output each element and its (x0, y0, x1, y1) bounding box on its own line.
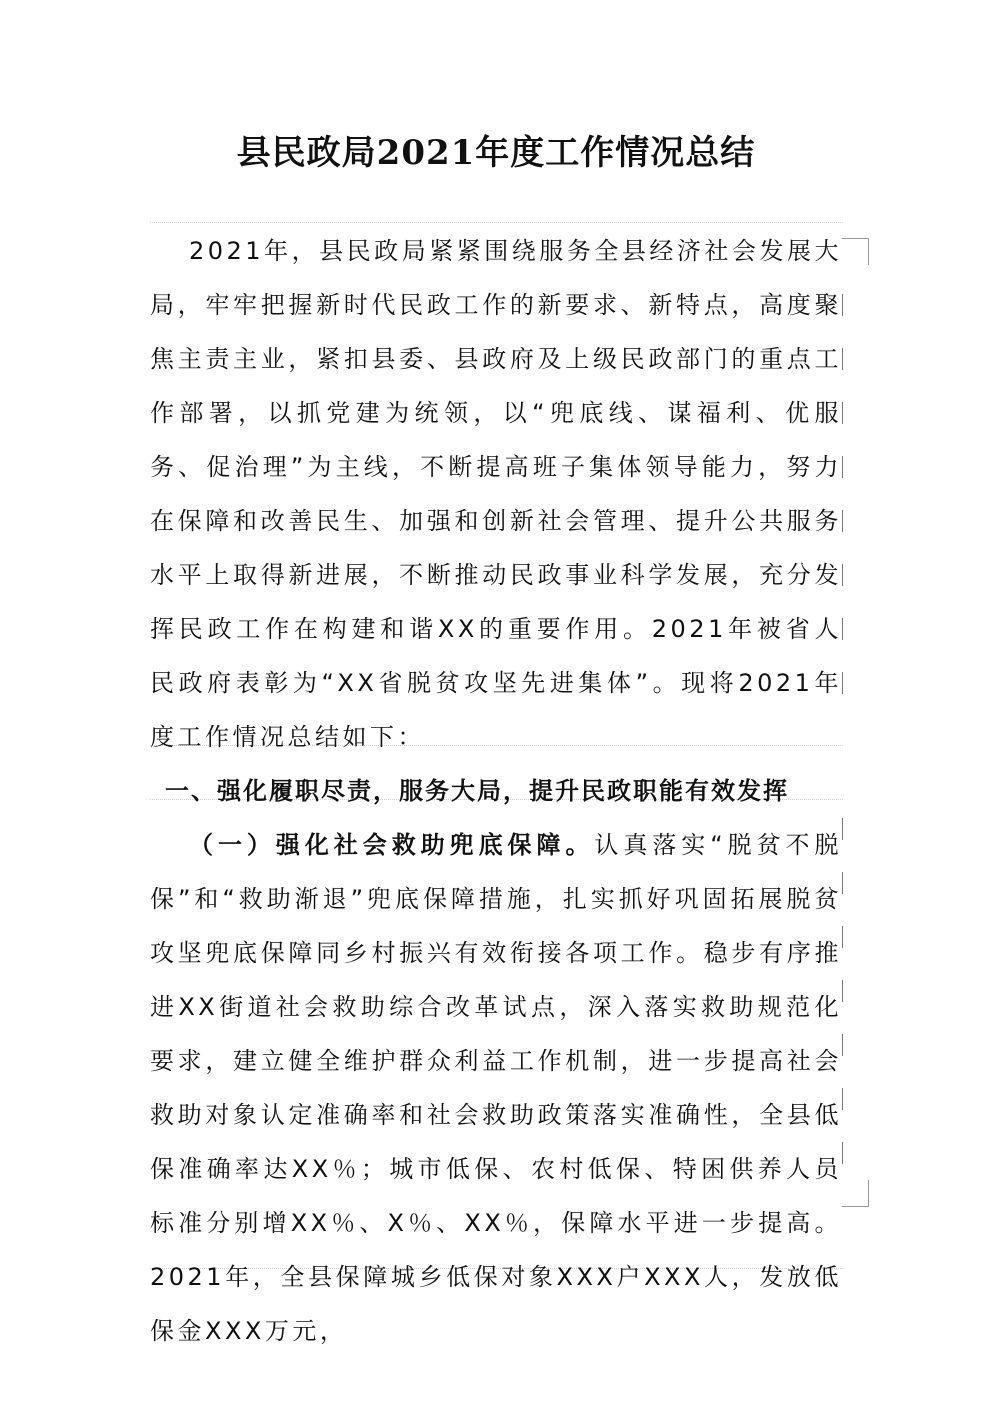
subsection-paragraph (150, 818, 842, 1358)
line-end-mark (842, 348, 843, 370)
line-end-mark (842, 1142, 843, 1164)
line-end-mark (842, 818, 843, 840)
line-end-mark (842, 672, 843, 694)
line-end-mark (842, 926, 843, 948)
line-end-mark (842, 510, 843, 532)
line-end-mark (842, 402, 843, 424)
margin-corner-mark (842, 1180, 869, 1207)
line-end-mark (842, 456, 843, 478)
line-end-mark (842, 872, 843, 894)
margin-corner-mark (842, 238, 869, 265)
document-title: 县民政局2021年度工作情况总结 (236, 133, 756, 173)
line-end-mark (842, 1034, 843, 1056)
document-body (150, 222, 842, 1358)
line-end-mark (842, 1088, 843, 1110)
section-heading: 一、强化履职尽责，服务大局，提升民政职能有效发挥 (165, 776, 789, 805)
subsection-lead: （一）强化社会救助兜底保障。 (189, 830, 595, 859)
line-end-mark (842, 294, 843, 316)
line-end-mark (842, 980, 843, 1002)
subsection-text: 认真落实“脱贫不脱保”和“救助渐退”兜底保障措施，扎实抓好巩固拓展脱贫攻坚兜底保障同乡村振兴有效衔接各项工作。稳步有序推进XX街道社会救助综合改革试点，深入落实救助规范化要求，建立健全维护群众利益工作机制，进一步提高社会救助对象认定准确率和社会救助政策落实准确性，全县低保准确率达XX％；城市低保、农村低保、特困供养人员标准分别增XX％、X％、XX％，保障水平进一步提高。2021年，全县保障城乡低保对象XXX户XXX人，发放低保金XXX万元， (150, 831, 842, 1345)
line-end-mark (842, 618, 843, 640)
intro-paragraph: 2021年，县民政局紧紧围绕服务全县经济社会发展大局，牢牢把握新时代民政工作的新要求、新特点，高度聚焦主责主业，紧扣县委、县政府及上级民政部门的重点工作部署，以抓党建为统领，以“兜底线、谋福利、优服务、促治理”为主线，不断提高班子集体领导能力，努力在保障和改善民生、加强和创新社会管理、提升公共服务水平上取得新进展，不断推动民政事业科学发展，充分发挥民政工作在构建和谐XX的重要作用。2021年被省人民政府表彰为“XX省脱贫攻坚先进集体”。现将2021年度工作情况总结如下： (150, 237, 842, 751)
line-end-mark (842, 564, 843, 586)
